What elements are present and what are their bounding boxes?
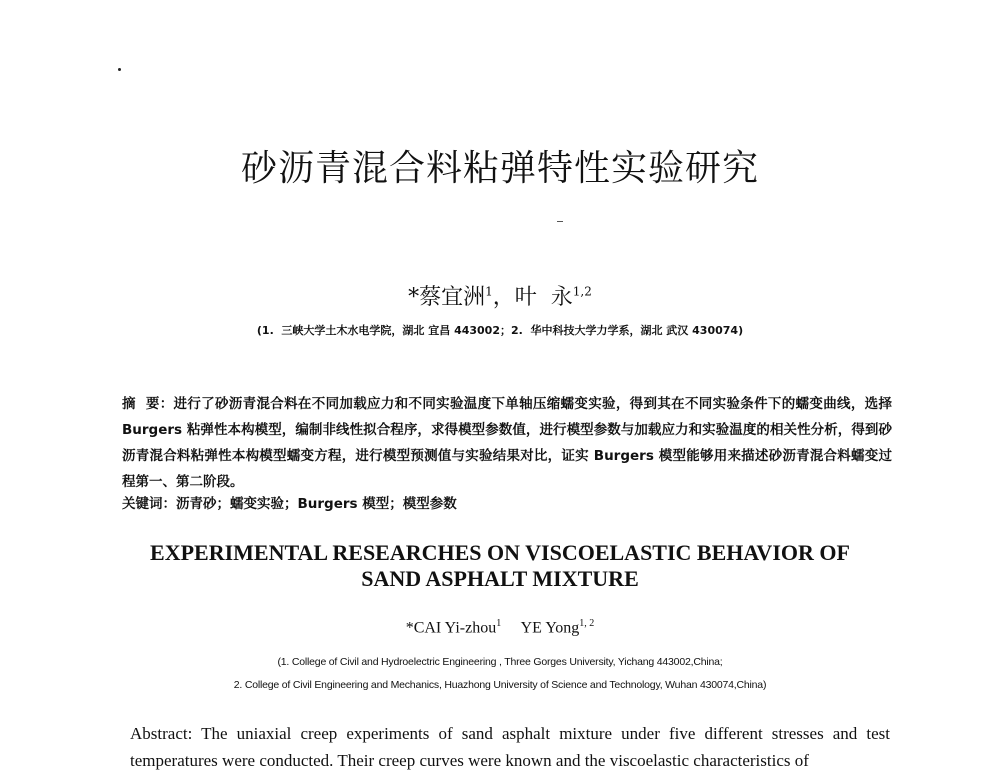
chinese-affiliations: (1. 三峡大学土木水电学院，湖北 宜昌 443002；2. 华中科技大学力学系，湖北 武汉 430074) <box>256 324 744 337</box>
en-author-2-affil-ref: 1, 2 <box>579 618 595 629</box>
cn-author-2-affil-ref: 1,2 <box>572 284 592 299</box>
cn-author-2: 叶 永 <box>514 285 573 310</box>
en-author-1-affil-ref: 1 <box>496 618 502 629</box>
chinese-authors <box>0 280 1000 311</box>
cn-author-1-affil-ref: 1 <box>485 284 493 299</box>
en-author-2: YE Yong <box>520 619 580 637</box>
cn-keywords-label: 关键词： <box>122 496 176 512</box>
chinese-title: 砂沥青混合料粘弹特性实验研究 <box>240 148 759 189</box>
english-affiliation-1: (1. College of Civil and Hydroelectric Engineering , Three Gorges University, Yichang 443002,China; <box>277 656 723 668</box>
cn-keywords-text: 沥青砂；蠕变实验；Burgers 模型；模型参数 <box>176 496 457 512</box>
chinese-abstract <box>122 391 892 495</box>
cn-author-separator: ， <box>492 285 515 310</box>
stray-dash-mark <box>557 221 563 222</box>
chinese-keywords <box>122 492 892 512</box>
cn-author-1: *蔡宜洲 <box>408 285 486 310</box>
english-abstract: Abstract: The uniaxial creep experiments of sand asphalt mixture under five different stresses and test temperatures were conducted. Their creep curves were known and the viscoelastic characteristics of <box>130 724 890 770</box>
cn-abstract-label: 摘 要： <box>122 396 174 412</box>
cn-abstract-text: 进行了砂沥青混合料在不同加载应力和不同实验温度下单轴压缩蠕变实验，得到其在不同实验条件下的蠕变曲线，选择 Burgers 粘弹性本构模型，编制非线性拟合程序，求得模型参数值，进行模型参数与加载应力和实验温度的相关性分析，得到砂沥青混合料粘弹性本构模型蠕变方程，进行模型预测值与实验结果对比，证实 Burgers 模型能够用来描述砂沥青混合料蠕变过程第一、第二阶段。 <box>122 396 892 490</box>
english-title <box>0 540 1000 592</box>
en-title-line-2: SAND ASPHALT MIXTURE <box>361 566 639 591</box>
english-authors <box>0 618 1000 637</box>
stray-dot-mark <box>118 68 121 71</box>
en-author-1: *CAI Yi-zhou <box>405 619 497 637</box>
en-title-line-1: EXPERIMENTAL RESEARCHES ON VISCOELASTIC BEHAVIOR OF <box>150 540 850 565</box>
english-affiliation-2: 2. College of Civil Engineering and Mechanics, Huazhong University of Science and Technology, Wuhan 430074,China) <box>233 679 767 691</box>
